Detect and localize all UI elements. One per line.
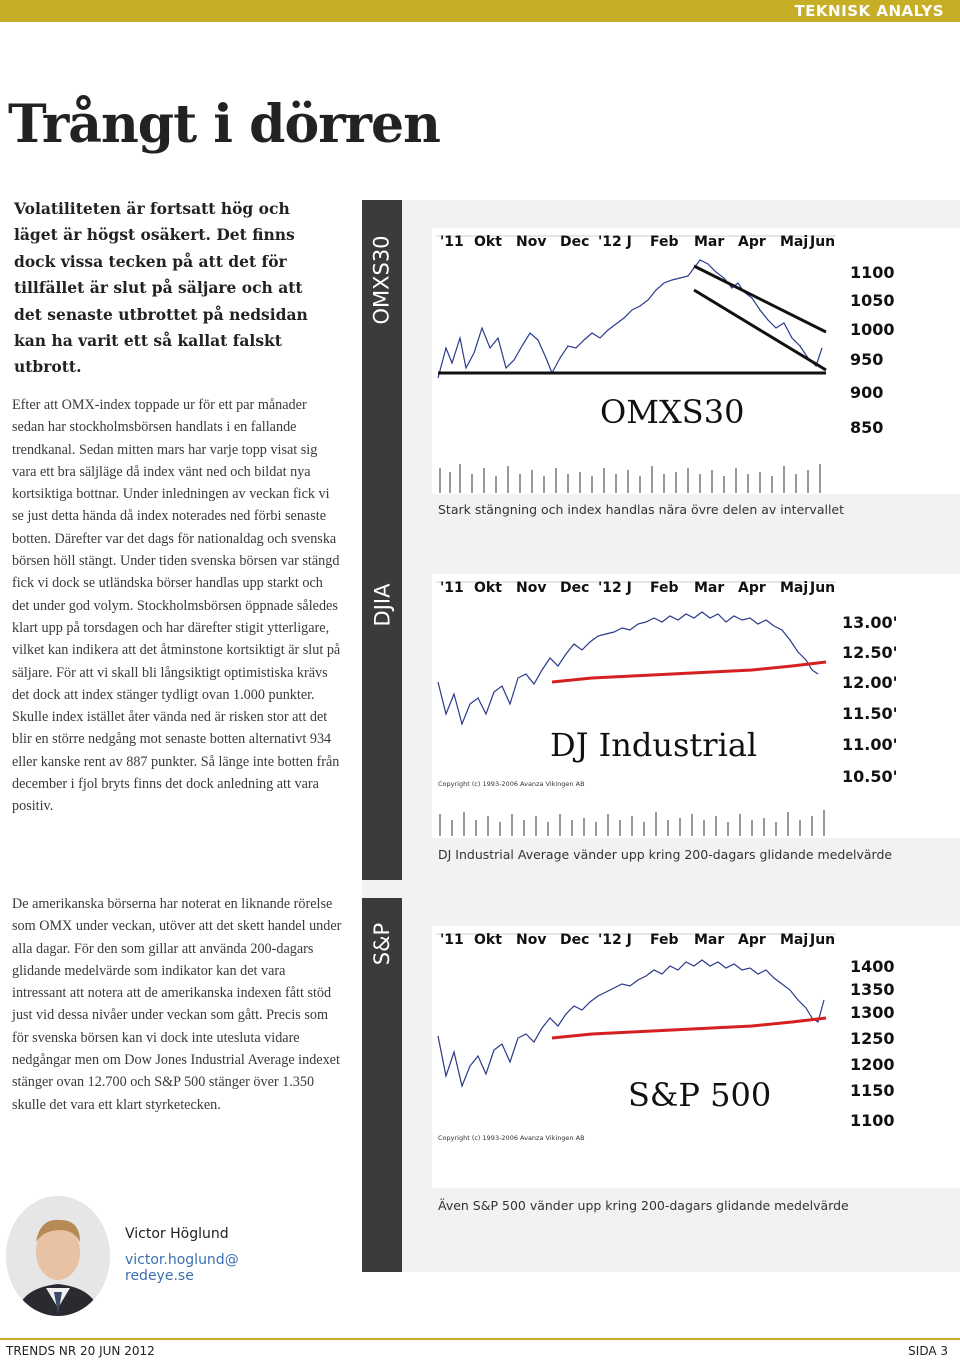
chart-title: OMXS30 [600, 393, 745, 431]
price-label: 1100 [850, 263, 895, 282]
price-label: 850 [850, 418, 884, 437]
month-label: Apr [738, 932, 766, 948]
month-label: Jun [810, 234, 836, 250]
price-label: 1400 [850, 957, 895, 976]
month-label: '12 J [598, 580, 632, 596]
author-photo [6, 1196, 110, 1316]
month-label: Mar [694, 932, 725, 948]
month-label: Mar [694, 234, 725, 250]
price-label: 12.50' [842, 643, 898, 662]
upper-trend-line [694, 266, 826, 332]
chart-tab-label: DJIA [370, 583, 394, 627]
month-label: Dec [560, 234, 590, 250]
price-labels [842, 613, 898, 786]
price-label: 10.50' [842, 767, 898, 786]
body-paragraph-2: De amerikanska börserna har noterat en liknande rörelse som OMX under veckan, utöver att det skett handel under alla dagar. För den som gillar att använda 200-dagars glidande medelvärde som indikator kan det vara intressant att notera att de amerikanska indexen fått stöd just vid dessa nivåer under veckan som gått. Precis som för svenska börsen kan vi dock inte utesluta vidare nedgångar men om Dow Jones Industrial Average indexet stänger ovan 12.700 och S&P 500 stänger över 1.350 skulle det vara ett klart styrketecken. [12, 896, 342, 1113]
month-label: '12 J [598, 234, 632, 250]
month-label: Mar [694, 580, 725, 596]
chart-tab-djia [362, 550, 402, 880]
omxs30-chart-svg [432, 228, 960, 494]
article-lead: Volatiliteten är fortsatt hög och läget är högst osäkert. Det finns dock vissa tecken på att det för tillfället är slut på säljare och att det senaste utbrottet på nedsidan kan ha varit ett så kallat falskt utbrott. [14, 199, 308, 377]
month-label: Dec [560, 932, 590, 948]
price-label: 1350 [850, 980, 895, 999]
chart-omxs30 [432, 228, 960, 494]
section-label: TEKNISK ANALYS [794, 2, 944, 20]
chart-caption-sp500: Även S&P 500 vänder upp kring 200-dagars glidande medelvärde [438, 1198, 849, 1213]
month-label: '12 J [598, 932, 632, 948]
month-label: Maj [780, 580, 809, 596]
month-label: Nov [516, 580, 547, 596]
month-label: Jun [810, 932, 836, 948]
month-label: Apr [738, 234, 766, 250]
price-label: 1050 [850, 291, 895, 310]
price-label: 13.00' [842, 613, 898, 632]
month-labels [440, 580, 835, 596]
month-label: '11 [440, 932, 464, 948]
chart-tab-omxs30 [362, 200, 402, 550]
chart-tab-label: S&P [370, 922, 394, 966]
month-label: Maj [780, 932, 809, 948]
price-label: 1150 [850, 1081, 895, 1100]
price-label: 11.50' [842, 704, 898, 723]
month-label: Okt [474, 234, 502, 250]
price-label: 1100 [850, 1111, 895, 1130]
price-labels [850, 957, 895, 1130]
volume-bars [440, 464, 820, 493]
month-label: Apr [738, 580, 766, 596]
chart-copyright: Copyright (c) 1993-2006 Avanza Vikingen AB [438, 780, 585, 788]
chart-title: DJ Industrial [550, 726, 758, 764]
footer-divider [0, 1338, 960, 1340]
price-line [438, 960, 824, 1086]
price-labels [850, 263, 895, 437]
month-label: Okt [474, 580, 502, 596]
article-headline: Trångt i dörren [8, 94, 440, 155]
chart-caption-omxs30: Stark stängning och index handlas nära övre delen av intervallet [438, 502, 845, 517]
price-label: 1000 [850, 320, 895, 339]
month-label: Feb [650, 580, 679, 596]
volume-bars [440, 810, 824, 836]
price-line [438, 260, 822, 378]
chart-title: S&P 500 [628, 1076, 772, 1114]
chart-tab-label: OMXS30 [370, 235, 394, 325]
footer-publication: TRENDS NR 20 JUN 2012 [6, 1344, 155, 1358]
chart-tab-sp [362, 898, 402, 1272]
price-label: 1200 [850, 1055, 895, 1074]
month-label: '11 [440, 580, 464, 596]
month-label: '11 [440, 234, 464, 250]
price-label: 950 [850, 350, 884, 369]
author-portrait-illustration [6, 1196, 110, 1316]
month-label: Nov [516, 932, 547, 948]
sp500-chart-svg [432, 926, 960, 1188]
chart-caption-djia: DJ Industrial Average vänder upp kring 200-dagars glidande medelvärde [438, 847, 893, 862]
month-label: Okt [474, 932, 502, 948]
month-label: Jun [810, 580, 836, 596]
month-label: Dec [560, 580, 590, 596]
header-bar [0, 0, 960, 22]
month-label: Feb [650, 234, 679, 250]
price-label: 11.00' [842, 735, 898, 754]
price-label: 1300 [850, 1003, 895, 1022]
footer-page-number: SIDA 3 [908, 1344, 948, 1358]
author-name: Victor Höglund [125, 1226, 229, 1242]
month-label: Maj [780, 234, 809, 250]
lower-trend-line [694, 290, 826, 370]
moving-average-line [552, 1018, 826, 1038]
price-label: 900 [850, 383, 884, 402]
month-label: Nov [516, 234, 547, 250]
chart-sp500 [432, 926, 960, 1188]
month-labels [440, 234, 835, 250]
body-paragraph-1: Efter att OMX-index toppade ur för ett par månader sedan har stockholmsbörsen handlats i en fallande trendkanal. Sedan mitten mars har varje topp visat sig vara ett bra säljläge då index vänt ned och bildat nya kortsiktiga bottnar. Under inledningen av veckan fick vi se just detta hända då index noterades ned förbi senaste botten. Därefter var det dags för nationaldag och svenska börsen höll stängt. Under tiden svenska börsen var stängd fick vi dock se utländska börser handlas upp starkt och det under god volym. Stockholmsbörsen öppnade således klart upp på torsdagen och har därefter stigit ytterligare, vilket kan indikera att det åtminstone kortsiktigt är slut på säljare. För att vi skall bli långsiktigt optimistiska krävs det dock att index stänger tydligt ovan 1.000 punkter. Skulle index istället åter vända ned är risken stor att det blir en större nedgång mot senaste botten alternativt 934 eller kanske rent av 887 punkter. Så länge inte botten från december i fjol bryts finns det dock anledning att vara positiv. [12, 397, 341, 815]
month-labels [440, 932, 835, 948]
chart-copyright: Copyright (c) 1993-2006 Avanza Vikingen AB [438, 1134, 585, 1142]
chart-djia [432, 574, 960, 838]
price-label: 1250 [850, 1029, 895, 1048]
month-label: Feb [650, 932, 679, 948]
djia-chart-svg [432, 574, 960, 838]
author-email-link[interactable]: victor.hoglund@ redeye.se [125, 1252, 239, 1284]
price-label: 12.00' [842, 673, 898, 692]
moving-average-line [552, 662, 826, 682]
